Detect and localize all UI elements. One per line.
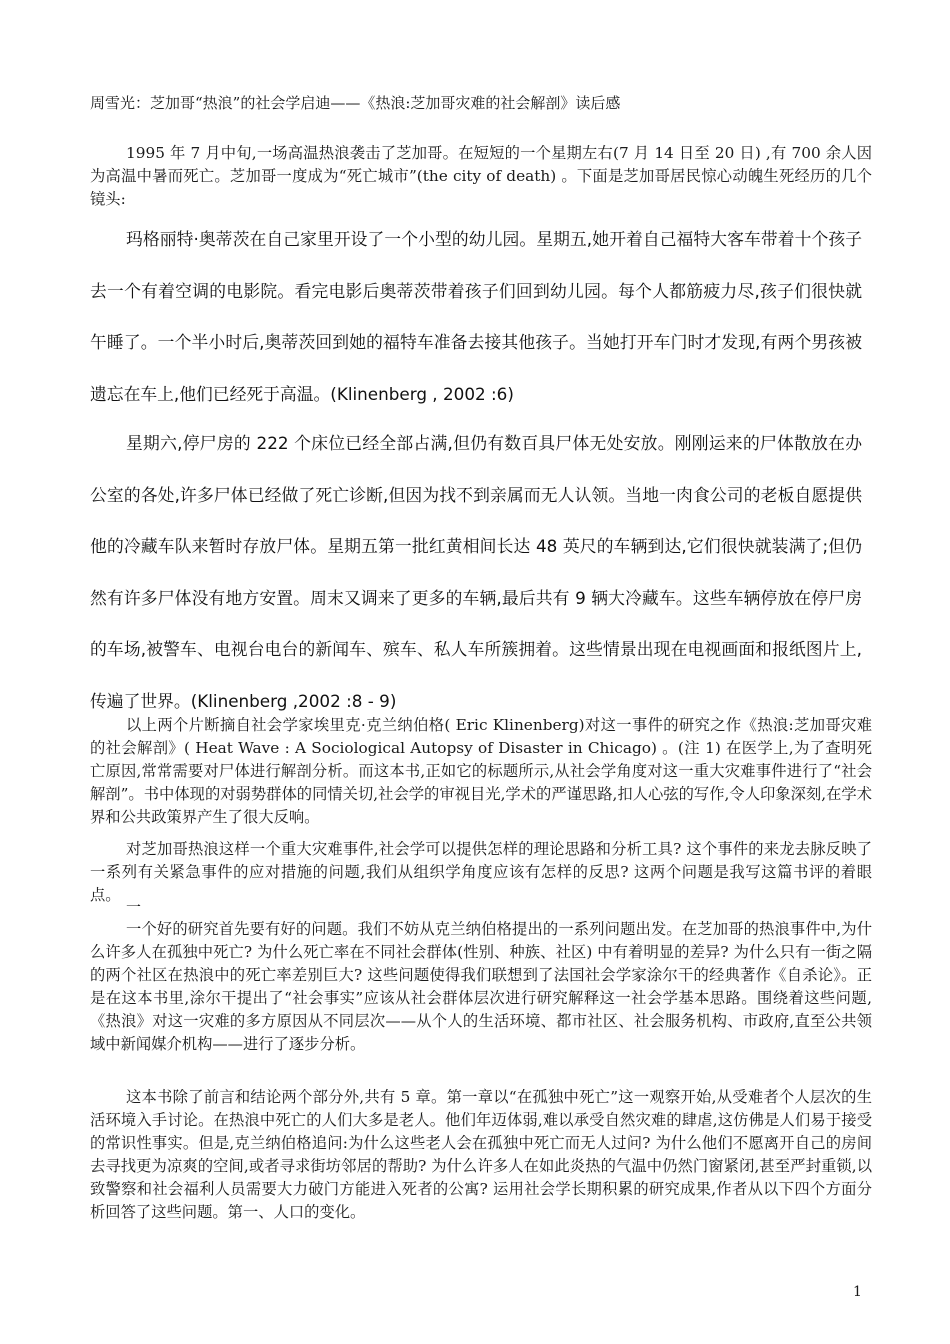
page-number: 1 (853, 1284, 862, 1300)
body-paragraph-4: 这本书除了前言和结论两个部分外,共有 5 章。第一章以“在孤独中死亡”这一观察开始,从受难者个人层次的生活环境入手讨论。在热浪中死亡的人们大多是老人。他们年迈体弱,难以承受自然灾难的肆虐,这仿佛是人们易于接受的常识性事实。但是,克兰纳伯格追问:为什么这些老人会在孤独中死亡而无人过问? 为什么他们不愿离开自己的房间去寻找更为凉爽的空间,或者寻求街坊邻居的帮助? 为什么许多人在如此炎热的气温中仍然门窗紧闭,甚至严封重锁,以致警察和社会福利人员需要大力破门方能进入死者的公寓? 运用社会学长期积累的研究成果,作者从以下四个方面分析回答了这些问题。第一、人口的变化。 (90, 1088, 872, 1221)
intro-paragraph: 1995 年 7 月中旬,一场高温热浪袭击了芝加哥。在短短的一个星期左右(7 月 14 日至 20 日) ,有 700 余人因为高温中暑而死亡。芝加哥一度成为“死亡城市”(the city of death) 。下面是芝加哥居民惊心动魄生死经历的几个镜头: (90, 144, 872, 208)
section-heading: 一 (126, 898, 142, 916)
document-title: 周雪光：芝加哥“热浪”的社会学启迪——《热浪:芝加哥灾难的社会解剖》读后感 (90, 94, 621, 112)
body-paragraph-2: 对芝加哥热浪这样一个重大灾难事件,社会学可以提供怎样的理论思路和分析工具? 这个事件的来龙去脉反映了一系列有关紧急事件的应对措施的问题,我们从组织学角度应该有怎样的反思? 这两个问题是我写这篇书评的着眼点。 (90, 840, 872, 904)
quote-block-1: 玛格丽特·奥蒂茨在自己家里开设了一个小型的幼儿园。星期五,她开着自己福特大客车带着十个孩子去一个有着空调的电影院。看完电影后奥蒂茨带着孩子们回到幼儿园。每个人都筋疲力尽,孩子们很快就午睡了。一个半小时后,奥蒂茨回到她的福特车准备去接其他孩子。当她打开车门时才发现,有两个男孩被遗忘在车上,他们已经死于高温。(Klinenberg , 2002 :6) (90, 229, 862, 404)
body-paragraph-3: 一个好的研究首先要有好的问题。我们不妨从克兰纳伯格提出的一系列问题出发。在芝加哥的热浪事件中,为什么许多人在孤独中死亡? 为什么死亡率在不同社会群体(性别、种族、社区) 中有着明显的差异? 为什么只有一街之隔的两个社区在热浪中的死亡率差别巨大? 这些问题使得我们联想到了法国社会学家涂尔干的经典著作《自杀论》。正是在这本书里,涂尔干提出了“社会事实”应该从社会群体层次进行研究解释这一社会学基本思路。围绕着这些问题, 《热浪》对这一灾难的多方原因从不同层次——从个人的生活环境、都市社区、社会服务机构、市政府,直至公共领域中新闻媒介机构——进行了逐步分析。 (90, 920, 872, 1053)
body-paragraph-1: 以上两个片断摘自社会学家埃里克·克兰纳伯格( Eric Klinenberg)对这一事件的研究之作《热浪:芝加哥灾难的社会解剖》( Heat Wave : A Sociological Autopsy of Disaster in Chicago) 。(注 1) 在医学上,为了查明死亡原因,常常需要对尸体进行解剖分析。而这本书,正如它的标题所示,从社会学角度对这一重大灾难事件进行了“社会解剖”。书中体现的对弱势群体的同情关切,社会学的审视目光,学术的严谨思路,扣人心弦的写作,令人印象深刻,在学术界和公共政策界产生了很大反响。 (90, 716, 872, 826)
quote-block-2: 星期六,停尸房的 222 个床位已经全部占满,但仍有数百具尸体无处安放。刚刚运来的尸体散放在办公室的各处,许多尸体已经做了死亡诊断,但因为找不到亲属而无人认领。当地一肉食公司的老板自愿提供他的冷藏车队来暂时存放尸体。星期五第一批红黄相间长达 48 英尺的车辆到达,它们很快就装满了;但仍然有许多尸体没有地方安置。周末又调来了更多的车辆,最后共有 9 辆大冷藏车。这些车辆停放在停尸房的车场,被警车、电视台电台的新闻车、殡车、私人车所簇拥着。这些情景出现在电视画面和报纸图片上,传遍了世界。(Klinenberg ,2002 :8 - 9) (90, 433, 862, 711)
